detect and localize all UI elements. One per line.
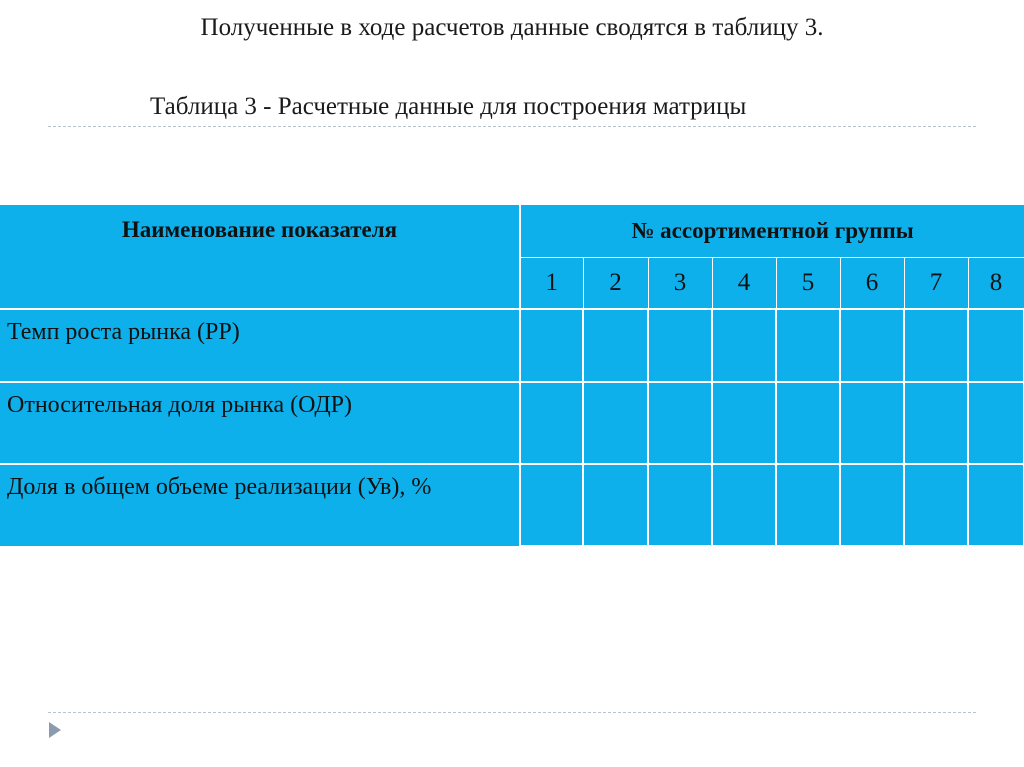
value-cell — [712, 382, 776, 464]
intro-text: Полученные в ходе расчетов данные сводятся в таблицу 3. — [200, 14, 824, 41]
value-cell — [840, 309, 904, 382]
value-cell — [520, 309, 583, 382]
data-table-container — [0, 205, 1024, 546]
value-cell — [776, 382, 840, 464]
table-row — [0, 382, 1024, 464]
table-row — [0, 309, 1024, 382]
value-cell — [904, 382, 968, 464]
group-number-cell: 1 — [520, 257, 583, 309]
value-cell — [968, 464, 1024, 546]
row-label: Доля в общем объеме реализации (Ув), % — [0, 464, 520, 546]
value-cell — [583, 382, 648, 464]
header-indicator-name: Наименование показателя — [0, 205, 520, 309]
value-cell — [904, 309, 968, 382]
value-cell — [904, 464, 968, 546]
value-cell — [776, 309, 840, 382]
row-label: Относительная доля рынка (ОДР) — [0, 382, 520, 464]
value-cell — [968, 382, 1024, 464]
value-cell — [712, 464, 776, 546]
table-caption: Таблица 3 - Расчетные данные для построения матрицы — [150, 93, 747, 120]
value-cell — [840, 464, 904, 546]
value-cell — [520, 382, 583, 464]
value-cell — [648, 309, 712, 382]
data-table — [0, 205, 1024, 547]
bottom-divider — [48, 712, 976, 713]
value-cell — [648, 464, 712, 546]
header-group-number: № ассортиментной группы — [520, 205, 1024, 257]
value-cell — [712, 309, 776, 382]
value-cell — [520, 464, 583, 546]
value-cell — [583, 464, 648, 546]
value-cell — [648, 382, 712, 464]
value-cell — [583, 309, 648, 382]
value-cell — [840, 382, 904, 464]
table-row — [0, 464, 1024, 546]
group-number-cell: 3 — [648, 257, 712, 309]
row-label: Темп роста рынка (РР) — [0, 309, 520, 382]
group-number-cell: 7 — [904, 257, 968, 309]
value-cell — [776, 464, 840, 546]
group-number-cell: 5 — [776, 257, 840, 309]
value-cell — [968, 309, 1024, 382]
group-number-cell: 6 — [840, 257, 904, 309]
group-number-cell: 4 — [712, 257, 776, 309]
group-number-cell: 2 — [583, 257, 648, 309]
group-number-cell: 8 — [968, 257, 1024, 309]
top-divider — [48, 126, 976, 127]
triangle-right-icon[interactable] — [49, 722, 61, 738]
